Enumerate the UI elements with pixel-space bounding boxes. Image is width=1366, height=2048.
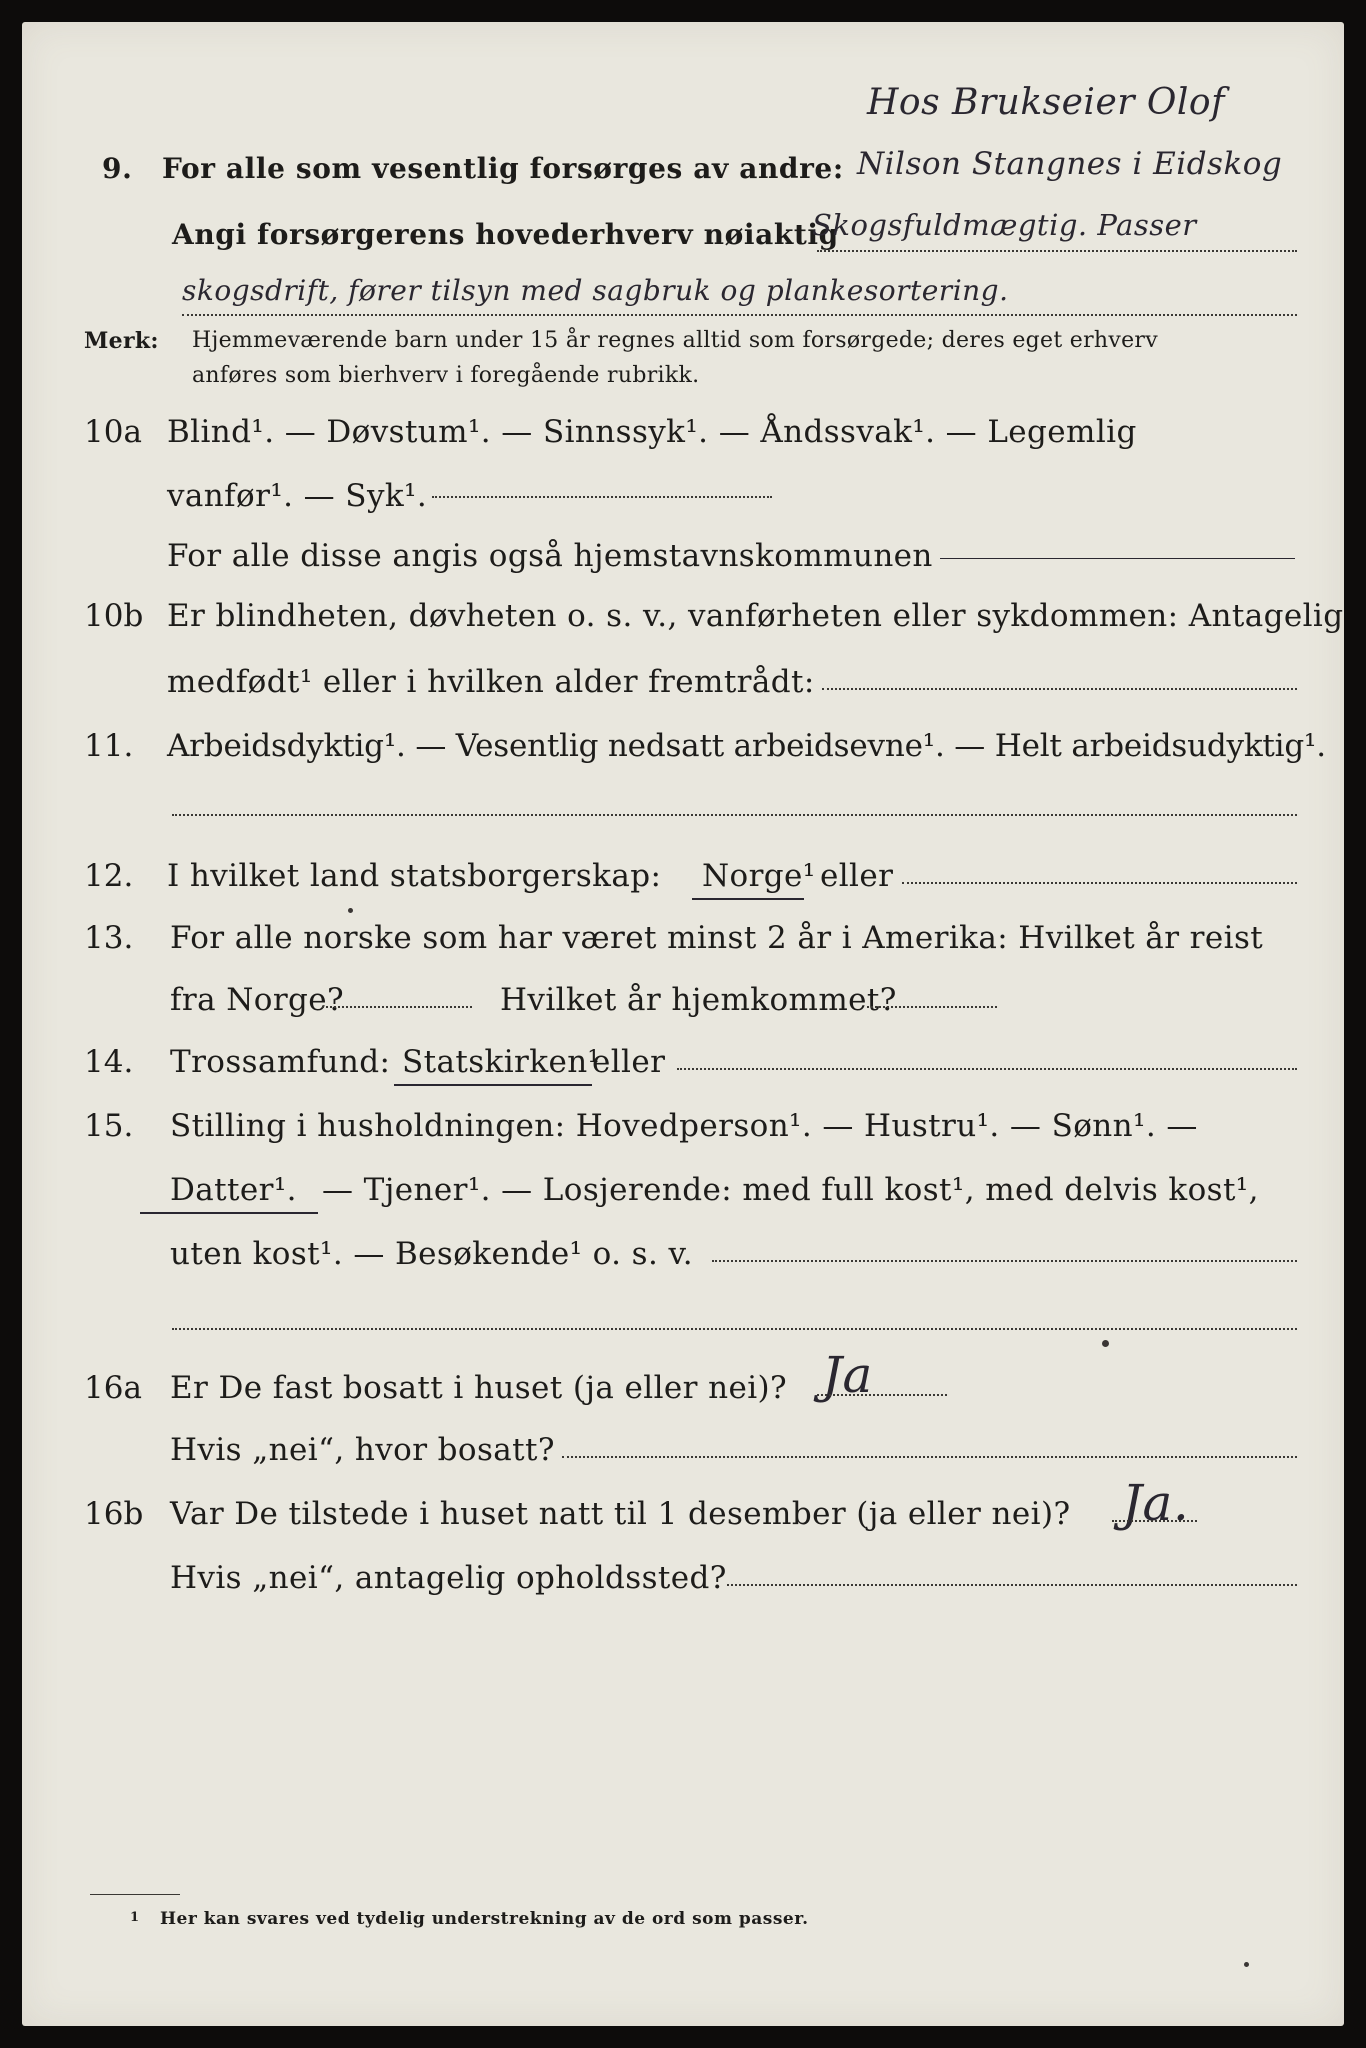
- footnote-rule: [90, 1894, 180, 1895]
- ink-speck: [348, 908, 353, 913]
- q10b-number: 10b: [84, 598, 144, 634]
- q13-hjemkommet-dotline: [867, 1006, 997, 1008]
- q16b-followup: Hvis „nei“, antagelig opholdssted?: [170, 1560, 727, 1596]
- q16a-number: 16a: [84, 1370, 142, 1406]
- q15-underline: [140, 1212, 318, 1214]
- q16b-number: 16b: [84, 1496, 144, 1532]
- q9-number: 9.: [102, 152, 133, 185]
- q13-line2a: fra Norge?: [170, 982, 345, 1018]
- q16a-followup-dotline: [562, 1456, 1297, 1458]
- q16a-followup: Hvis „nei“, hvor bosatt?: [170, 1432, 555, 1468]
- footnote-text: Her kan svares ved tydelig understrekning av de ord som passer.: [160, 1909, 809, 1929]
- q13-line2b: Hvilket år hjemkommet?: [500, 982, 897, 1018]
- q15-dotline1: [712, 1260, 1297, 1262]
- q10a-syk-dotline: [432, 496, 772, 498]
- q9-answer-line2: Nilson Stangnes i Eidskog: [857, 146, 1283, 182]
- q10a-line1: Blind¹. — Døvstum¹. — Sinnssyk¹. — Åndssvak¹. — Legemlig: [167, 414, 1137, 450]
- q13-reist-dotline: [322, 1006, 472, 1008]
- q14-number: 14.: [84, 1044, 134, 1080]
- q15-line1: Stilling i husholdningen: Hovedperson¹. — Hustru¹. — Sønn¹. —: [170, 1108, 1198, 1144]
- q12-dotline: [902, 882, 1297, 884]
- q16a-question: Er De fast bosatt i huset (ja eller nei)?: [170, 1370, 788, 1406]
- q11-dotline: [172, 814, 1297, 816]
- q12-underline: [692, 898, 804, 900]
- q9-occupation-answer-line2: skogsdrift, fører tilsyn med sagbruk og plankesortering.: [182, 274, 1009, 307]
- q10b-dotline: [822, 688, 1297, 690]
- q16b-question: Var De tilstede i huset natt til 1 desember (ja eller nei)?: [170, 1496, 1071, 1532]
- q12-number: 12.: [84, 858, 134, 894]
- q15-number: 15.: [84, 1108, 134, 1144]
- q9-occupation-label: Angi forsørgerens hovederhverv nøiaktig: [172, 218, 839, 251]
- q15-dotline2: [172, 1328, 1297, 1330]
- q11-number: 11.: [84, 728, 134, 764]
- q12-suffix: eller: [820, 858, 894, 894]
- q9-label: For alle som vesentlig forsørges av andre:: [162, 152, 844, 185]
- q14-suffix: eller: [592, 1044, 666, 1080]
- q14-dotline: [677, 1068, 1297, 1070]
- q9-occupation-answer-line1: Skogsfuldmægtig. Passer: [812, 208, 1197, 242]
- ink-speck: [1244, 1962, 1249, 1967]
- q16a-answer: Ja: [822, 1346, 873, 1404]
- merk-line1: Hjemmeværende barn under 15 år regnes alltid som forsørgede; deres eget erhverv: [192, 328, 1158, 353]
- q12-prefix: I hvilket land statsborgerskap:: [167, 858, 662, 894]
- q13-line1: For alle norske som har været minst 2 år i Amerika: Hvilket år reist: [170, 920, 1264, 956]
- q10a-line3: For alle disse angis også hjemstavnskommunen: [167, 538, 933, 574]
- q14-prefix: Trossamfund:: [170, 1044, 391, 1080]
- q9-occupation-dotline1: [817, 250, 1297, 252]
- form-page: [22, 22, 1344, 2026]
- q10a-line2: vanfør¹. — Syk¹.: [167, 478, 428, 514]
- q10b-line1: Er blindheten, døvheten o. s. v., vanførheten eller sykdommen: Antagelig: [167, 598, 1344, 634]
- footnote-marker: 1: [130, 1910, 140, 1925]
- q9-occupation-dotline2: [182, 314, 1297, 316]
- q10a-hjemstavn-line: [940, 558, 1295, 559]
- q15-line2-rest: — Tjener¹. — Losjerende: med full kost¹, med delvis kost¹,: [322, 1172, 1259, 1208]
- q15-line3: uten kost¹. — Besøkende¹ o. s. v.: [170, 1236, 693, 1272]
- q12-selected: Norge¹: [702, 858, 816, 894]
- q15-selected: Datter¹.: [170, 1172, 297, 1208]
- q16b-followup-dotline: [727, 1584, 1297, 1586]
- ink-speck: [1102, 1340, 1109, 1347]
- q11-line1: Arbeidsdyktig¹. — Vesentlig nedsatt arbeidsevne¹. — Helt arbeidsudyktig¹.: [167, 728, 1326, 764]
- merk-label: Merk:: [84, 328, 159, 354]
- q16b-dotline: [1112, 1520, 1197, 1522]
- q16a-dotline: [817, 1394, 947, 1396]
- merk-line2: anføres som bierhverv i foregående rubrikk.: [192, 363, 700, 388]
- q13-number: 13.: [84, 920, 134, 956]
- q10a-number: 10a: [84, 414, 142, 450]
- q14-selected: Statskirken¹: [402, 1044, 601, 1080]
- q16b-answer: Ja.: [1122, 1474, 1190, 1532]
- q10b-line2: medfødt¹ eller i hvilken alder fremtrådt:: [167, 664, 815, 700]
- q14-underline: [394, 1084, 592, 1086]
- q9-answer-line1: Hos Brukseier Olof: [867, 82, 1225, 123]
